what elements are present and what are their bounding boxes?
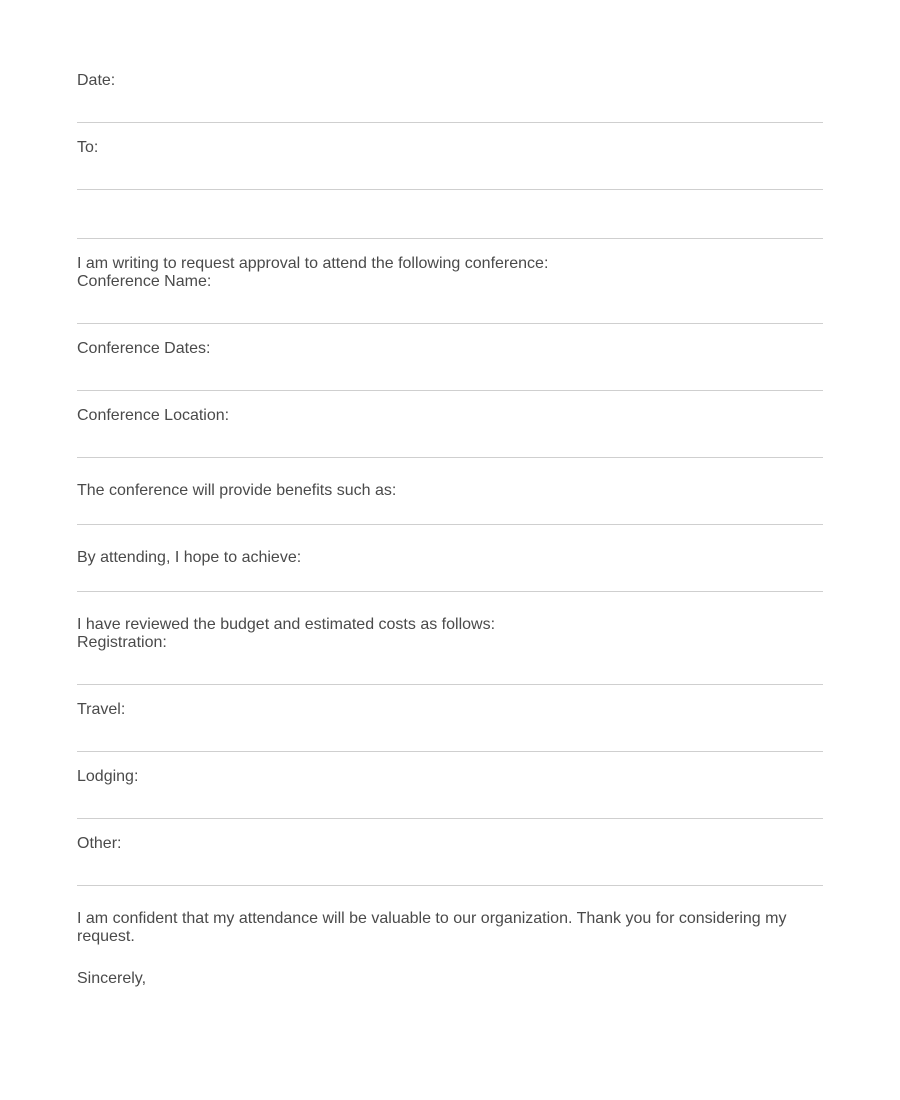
conference-name-line[interactable]	[77, 323, 823, 324]
to-label: To:	[77, 139, 99, 156]
travel-label: Travel:	[77, 701, 126, 718]
benefits-line[interactable]	[77, 524, 823, 525]
conference-dates-line[interactable]	[77, 390, 823, 391]
date-label: Date:	[77, 72, 116, 89]
conference-location-label: Conference Location:	[77, 407, 230, 424]
intro-text	[77, 255, 823, 291]
benefits-label: The conference will provide benefits such as:	[77, 482, 397, 499]
budget-intro: I have reviewed the budget and estimated costs as follows:	[77, 616, 496, 633]
to-line-second[interactable]	[77, 238, 823, 239]
lodging-label: Lodging:	[77, 768, 139, 785]
lodging-line[interactable]	[77, 818, 823, 819]
intro-sentence: I am writing to request approval to attend the following conference:	[77, 255, 549, 272]
conference-dates-label: Conference Dates:	[77, 340, 211, 357]
conference-name-label: Conference Name:	[77, 273, 212, 290]
registration-label: Registration:	[77, 634, 167, 651]
achieve-line[interactable]	[77, 591, 823, 592]
other-line[interactable]	[77, 885, 823, 886]
to-line[interactable]	[77, 189, 823, 190]
budget-text	[77, 616, 823, 652]
travel-line[interactable]	[77, 751, 823, 752]
achieve-label: By attending, I hope to achieve:	[77, 549, 302, 566]
date-line[interactable]	[77, 122, 823, 123]
closing-text: I am confident that my attendance will be valuable to our organization. Thank you for considering my request.	[77, 910, 787, 945]
registration-line[interactable]	[77, 684, 823, 685]
conference-location-line[interactable]	[77, 457, 823, 458]
other-label: Other:	[77, 835, 122, 852]
signoff-text: Sincerely,	[77, 970, 147, 987]
